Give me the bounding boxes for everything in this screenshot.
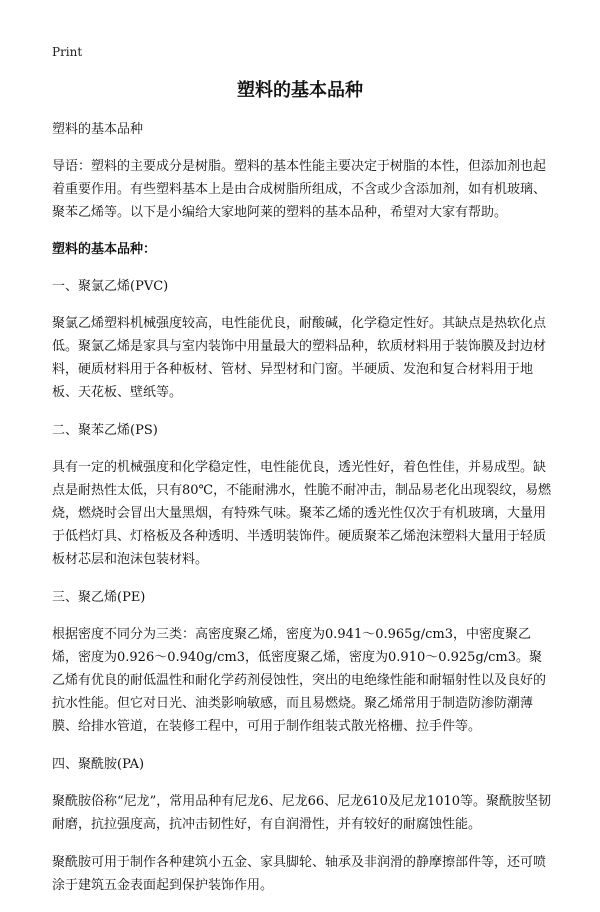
section-heading-ps: 二、聚苯乙烯(PS): [52, 423, 158, 438]
section-heading-pvc: 一、聚氯乙烯(PVC): [52, 279, 169, 294]
section-heading-pa: 四、聚酰胺(PA): [52, 757, 145, 772]
section-heading-pe: 三、聚乙烯(PE): [52, 590, 146, 605]
intro-paragraph: 导语：塑料的主要成分是树脂。塑料的基本性能主要决定于树脂的本性，但添加剂也起着重要作用。有些塑料基本上是由合成树脂所组成，不含或少含添加剂，如有机玻璃、聚苯乙烯等。以下是小编给大家地阿莱的塑料的基本品种，希望对大家有帮助。: [52, 159, 547, 220]
section-paragraph-pa-2: 聚酰胺可用于制作各种建筑小五金、家具脚轮、轴承及非润滑的静摩擦部件等，还可喷涂于建筑五金表面起到保护装饰作用。: [52, 855, 547, 893]
section-paragraph-ps: 具有一定的机械强度和化学稳定性，电性能优良，透光性好，着色性佳，并易成型。缺点是耐热性太低，只有80℃，不能耐沸水，性脆不耐冲击，制品易老化出现裂纹，易燃烧，燃烧时会冒出大量黑烟，有特殊气味。聚苯乙烯的透光性仅次于有机玻璃，大量用于低档灯具、灯格板及各种透明、半透明装饰件。硬质聚苯乙烯泡沫塑料大量用于轻质板材芯层和泡沫包装材料。: [52, 460, 552, 567]
main-heading: 塑料的基本品种：: [52, 242, 157, 257]
section-paragraph-pe: 根据密度不同分为三类：高密度聚乙烯，密度为0.941～0.965g/cm3，中密度聚乙烯，密度为0.926～0.940g/cm3，低密度聚乙烯，密度为0.910～0.925g/cm3。聚乙烯有优良的耐低温性和耐化学药剂侵蚀性，突出的电绝缘性能和耐辐射性以及良好的抗水性能。但它对日光、油类影响敏感，而且易燃烧。聚乙烯常用于制造防渗防潮薄膜、给排水管道，在装修工程中，可用于制作组装式散光格栅、拉手件等。: [52, 627, 547, 734]
print-link[interactable]: Print: [52, 45, 83, 59]
page-title: 塑料的基本品种: [237, 80, 363, 101]
section-paragraph-pvc: 聚氯乙烯塑料机械强度较高，电性能优良，耐酸碱，化学稳定性好。其缺点是热软化点低。聚氯乙烯是家具与室内装饰中用量最大的塑料品种，软质材料用于装饰膜及封边材料，硬质材料用于各种板材、管材、异型材和门窗。半硬质、发泡和复合材料用于地板、天花板、壁纸等。: [52, 316, 547, 400]
section-paragraph-pa-1: 聚酰胺俗称“尼龙”，常用品种有尼龙6、尼龙66、尼龙610及尼龙1010等。聚酰胺坚韧耐磨，抗拉强度高，抗冲击韧性好，有自润滑性，并有较好的耐腐蚀性能。: [52, 794, 552, 832]
article-body: [52, 118, 552, 912]
article-subtitle: 塑料的基本品种: [52, 122, 144, 137]
